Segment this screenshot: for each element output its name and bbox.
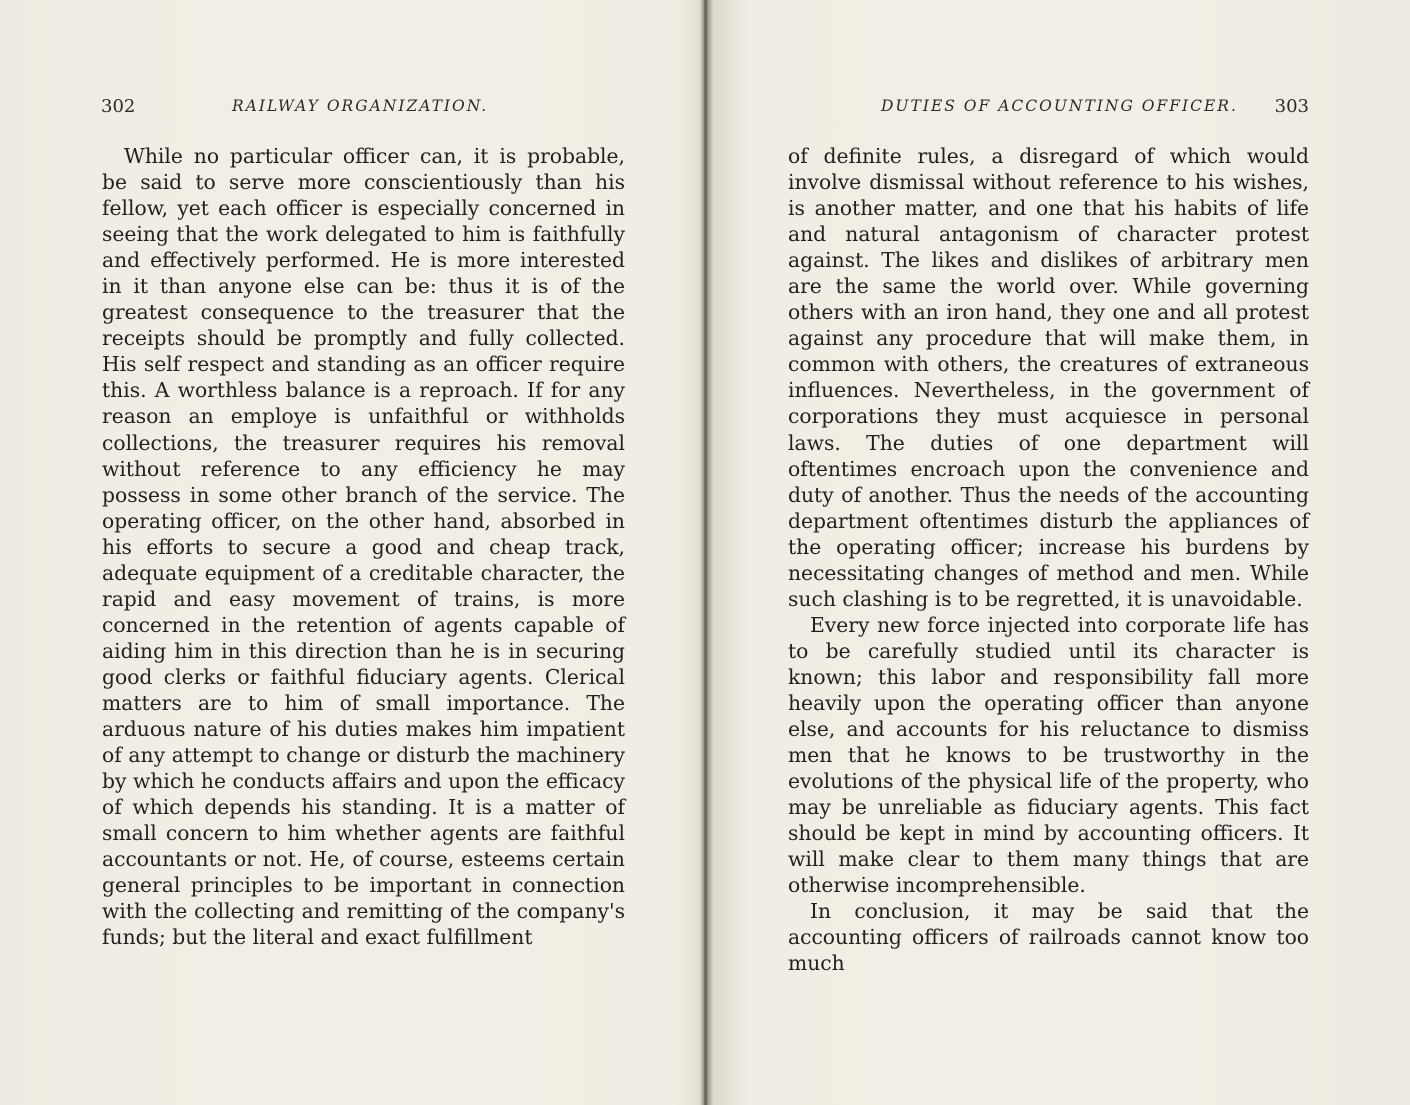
paragraph: Every new force injected into corporate life has to be carefully studied until its character is known; this labor and responsibility fall more heavily upon the operating officer than anyone else, and accounts for his reluctance to dismiss men that he knows to be trustworthy in the evolutions of the physical life of the property, who may be unreliable as fiduciary agents. This fact should be kept in mind by accounting officers. It will make clear to them many things that are otherwise incomprehensible. — [788, 612, 1309, 898]
paragraph: of definite rules, a disregard of which would involve dismissal without reference to his wishes, is another matter, and one that his habits of life and natural antagonism of character protest against. The likes and dislikes of arbitrary men are the same the world over. While governing others with an iron hand, they one and all protest against any procedure that will make them, in common with others, the creatures of extraneous influences. Nevertheless, in the government of corporations they must acquiesce in personal laws. The duties of one department will oftentimes encroach upon the convenience and duty of another. Thus the needs of the accounting department oftentimes disturb the appliances of the operating officer; increase his burdens by necessitating changes of method and men. While such clashing is to be regretted, it is unavoidable. — [788, 144, 1309, 611]
paragraph: In conclusion, it may be said that the accounting officers of railroads cannot know too much — [788, 899, 1309, 976]
right-page-header — [786, 96, 1309, 124]
left-page-body — [102, 143, 625, 950]
right-page-number: 303 — [1274, 96, 1309, 117]
right-running-title: DUTIES OF ACCOUNTING OFFICER. — [881, 97, 1238, 115]
right-page-body — [788, 143, 1309, 977]
left-running-title: RAILWAY ORGANIZATION. — [232, 97, 489, 115]
left-page — [0, 0, 704, 1105]
left-page-header — [101, 96, 626, 124]
paragraph: While no particular officer can, it is probable, be said to serve more conscientiously than his fellow, yet each officer is especially concerned in seeing that the work delegated to him is faithfully and effectively performed. He is more interested in it than anyone else can be: thus it is of the greatest consequence to the treasurer that the receipts should be promptly and fully collected. His self respect and standing as an officer require this. A worthless balance is a reproach. If for any reason an employe is unfaithful or withholds collections, the treasurer requires his removal without reference to any efficiency he may possess in some other branch of the service. The operating officer, on the other hand, absorbed in his efforts to secure a good and cheap track, adequate equipment of a creditable character, the rapid and easy movement of trains, is more concerned in the retention of agents capable of aiding him in this direction than he is in securing good clerks or faithful fiduciary agents. Clerical matters are to him of small importance. The arduous nature of his duties makes him impatient of any attempt to change or disturb the machinery by which he conducts affairs and upon the efficacy of which depends his standing. It is a matter of small concern to him whether agents are faithful accountants or not. He, of course, esteems certain general principles to be important in connection with the collecting and remitting of the company's funds; but the literal and exact fulfillment — [102, 144, 625, 950]
right-page — [706, 0, 1410, 1105]
left-page-number: 302 — [101, 96, 136, 117]
